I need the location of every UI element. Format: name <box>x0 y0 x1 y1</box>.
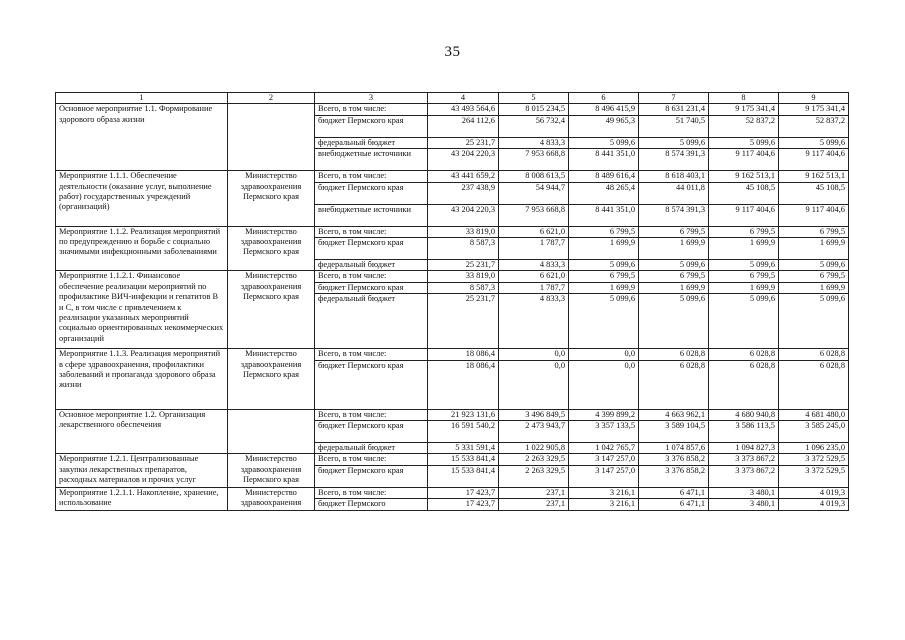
amount-cell: 3 480,1 <box>709 499 779 510</box>
amount-cell: 3 147 257,0 <box>569 454 639 465</box>
amount-cell: 52 837,2 <box>709 115 779 137</box>
amount-cell: 4 833,3 <box>499 294 569 349</box>
amount-cell: 4 681 480,0 <box>779 409 849 420</box>
amount-cell: 6 028,8 <box>779 349 849 360</box>
amount-cell: 237,1 <box>499 487 569 498</box>
amount-cell: 6 028,8 <box>639 349 709 360</box>
amount-cell: 1 699,9 <box>709 282 779 293</box>
amount-cell: 51 740,5 <box>639 115 709 137</box>
amount-cell: 2 263 329,5 <box>499 454 569 465</box>
amount-cell: 17 423,7 <box>428 499 499 510</box>
table-row <box>56 409 849 420</box>
amount-cell: 6 799,5 <box>569 271 639 282</box>
amount-cell: 5 099,6 <box>779 137 849 148</box>
amount-cell: 3 372 529,5 <box>779 465 849 487</box>
amount-cell: 1 699,9 <box>779 238 849 260</box>
amount-cell: 3 216,1 <box>569 499 639 510</box>
amount-cell: 18 086,4 <box>428 349 499 360</box>
amount-cell: 4 019,3 <box>779 499 849 510</box>
column-header: 7 <box>639 93 709 104</box>
funding-source: Всего, в том числе: <box>315 271 428 282</box>
amount-cell: 0,0 <box>569 349 639 360</box>
amount-cell: 5 099,6 <box>569 137 639 148</box>
column-header: 6 <box>569 93 639 104</box>
amount-cell: 1 096 235,0 <box>779 443 849 454</box>
amount-cell: 54 944,7 <box>499 182 569 204</box>
amount-cell: 43 493 564,6 <box>428 104 499 115</box>
amount-cell: 3 372 529,5 <box>779 454 849 465</box>
amount-cell: 7 953 668,8 <box>499 204 569 226</box>
executor: Министерство здравоохранения Пермского края <box>228 349 315 409</box>
amount-cell: 15 533 841,4 <box>428 465 499 487</box>
funding-source: Всего, в том числе: <box>315 487 428 498</box>
amount-cell: 6 799,5 <box>569 226 639 237</box>
amount-cell: 3 586 113,5 <box>709 421 779 443</box>
executor: Министерство здравоохранения Пермского края <box>228 226 315 271</box>
amount-cell: 17 423,7 <box>428 487 499 498</box>
amount-cell: 33 819,0 <box>428 271 499 282</box>
column-header: 3 <box>315 93 428 104</box>
amount-cell: 3 589 104,5 <box>639 421 709 443</box>
executor: Министерство здравоохранения Пермского края <box>228 171 315 226</box>
executor <box>228 104 315 171</box>
column-header: 5 <box>499 93 569 104</box>
amount-cell: 2 473 943,7 <box>499 421 569 443</box>
executor <box>228 409 315 454</box>
amount-cell: 7 953 668,8 <box>499 149 569 171</box>
amount-cell: 1 022 905,8 <box>499 443 569 454</box>
amount-cell: 5 099,6 <box>569 260 639 271</box>
amount-cell: 237,1 <box>499 499 569 510</box>
page-number: 35 <box>444 44 461 60</box>
amount-cell: 6 621,0 <box>499 271 569 282</box>
amount-cell: 8 441 351,0 <box>569 204 639 226</box>
funding-source: бюджет Пермского края <box>315 465 428 487</box>
amount-cell: 3 496 849,5 <box>499 409 569 420</box>
amount-cell: 5 331 591,4 <box>428 443 499 454</box>
measure-name: Мероприятие 1.2.1. Централизованные закупки лекарственных препаратов, расходных материалов и прочих услуг <box>56 454 228 487</box>
funding-source: Всего, в том числе: <box>315 226 428 237</box>
amount-cell: 1 074 857,6 <box>639 443 709 454</box>
amount-cell: 2 263 329,5 <box>499 465 569 487</box>
amount-cell: 5 099,6 <box>779 294 849 349</box>
amount-cell: 8 015 234,5 <box>499 104 569 115</box>
amount-cell: 1 787,7 <box>499 238 569 260</box>
amount-cell: 1 699,9 <box>709 238 779 260</box>
funding-source: бюджет Пермского края <box>315 282 428 293</box>
amount-cell: 5 099,6 <box>569 294 639 349</box>
amount-cell: 3 376 858,2 <box>639 454 709 465</box>
amount-cell: 9 175 341,4 <box>709 104 779 115</box>
amount-cell: 9 117 404,6 <box>779 149 849 171</box>
budget-table <box>55 92 849 511</box>
amount-cell: 4 019,3 <box>779 487 849 498</box>
funding-source: бюджет Пермского края <box>315 238 428 260</box>
amount-cell: 15 533 841,4 <box>428 454 499 465</box>
measure-name: Мероприятие 1.2.1.1. Накопление, хранение, использование <box>56 487 228 510</box>
amount-cell: 9 175 341,4 <box>779 104 849 115</box>
amount-cell: 4 663 962,1 <box>639 409 709 420</box>
funding-source: бюджет Пермского края <box>315 421 428 443</box>
table-row <box>56 487 849 498</box>
amount-cell: 18 086,4 <box>428 360 499 409</box>
amount-cell: 1 042 765,7 <box>569 443 639 454</box>
amount-cell: 1 699,9 <box>639 238 709 260</box>
amount-cell: 45 108,5 <box>709 182 779 204</box>
amount-cell: 8 008 613,5 <box>499 171 569 182</box>
amount-cell: 9 117 404,6 <box>709 149 779 171</box>
amount-cell: 237 438,9 <box>428 182 499 204</box>
amount-cell: 9 162 513,1 <box>709 171 779 182</box>
amount-cell: 1 699,9 <box>639 282 709 293</box>
funding-source: бюджет Пермского края <box>315 115 428 137</box>
amount-cell: 44 011,8 <box>639 182 709 204</box>
amount-cell: 8 441 351,0 <box>569 149 639 171</box>
funding-source: Всего, в том числе: <box>315 349 428 360</box>
amount-cell: 5 099,6 <box>639 137 709 148</box>
amount-cell: 3 480,1 <box>709 487 779 498</box>
amount-cell: 52 837,2 <box>779 115 849 137</box>
measure-name: Мероприятие 1.1.3. Реализация мероприятий в сфере здравоохранения, профилактики заболеваний и пропаганда здорового образа жизни <box>56 349 228 409</box>
amount-cell: 5 099,6 <box>639 294 709 349</box>
amount-cell: 264 112,6 <box>428 115 499 137</box>
funding-source: внебюджетные источники <box>315 204 428 226</box>
amount-cell: 4 833,3 <box>499 260 569 271</box>
amount-cell: 33 819,0 <box>428 226 499 237</box>
amount-cell: 43 204 220,3 <box>428 149 499 171</box>
amount-cell: 0,0 <box>499 349 569 360</box>
amount-cell: 3 585 245,0 <box>779 421 849 443</box>
amount-cell: 9 117 404,6 <box>709 204 779 226</box>
amount-cell: 3 147 257,0 <box>569 465 639 487</box>
amount-cell: 21 923 131,6 <box>428 409 499 420</box>
funding-source: Всего, в том числе: <box>315 409 428 420</box>
amount-cell: 1 787,7 <box>499 282 569 293</box>
funding-source: федеральный бюджет <box>315 137 428 148</box>
amount-cell: 3 373 867,2 <box>709 465 779 487</box>
table-header-row <box>56 93 849 104</box>
amount-cell: 1 094 827,3 <box>709 443 779 454</box>
funding-source: бюджет Пермского края <box>315 360 428 409</box>
amount-cell: 5 099,6 <box>639 260 709 271</box>
measure-name: Мероприятие 1.1.1. Обеспечение деятельности (оказание услуг, выполнение работ) государственных учреждений (организаций) <box>56 171 228 226</box>
amount-cell: 6 799,5 <box>639 226 709 237</box>
amount-cell: 8 489 616,4 <box>569 171 639 182</box>
amount-cell: 16 591 540,2 <box>428 421 499 443</box>
column-header: 9 <box>779 93 849 104</box>
amount-cell: 8 496 415,9 <box>569 104 639 115</box>
funding-source: федеральный бюджет <box>315 443 428 454</box>
funding-source: внебюджетные источники <box>315 149 428 171</box>
measure-name: Основное мероприятие 1.1. Формирование здорового образа жизни <box>56 104 228 171</box>
executor: Министерство здравоохранения Пермского края <box>228 454 315 487</box>
amount-cell: 6 028,8 <box>639 360 709 409</box>
amount-cell: 4 680 940,8 <box>709 409 779 420</box>
amount-cell: 3 216,1 <box>569 487 639 498</box>
amount-cell: 8 587,3 <box>428 238 499 260</box>
funding-source: федеральный бюджет <box>315 294 428 349</box>
executor: Министерство здравоохранения Пермского края <box>228 271 315 349</box>
amount-cell: 6 028,8 <box>709 360 779 409</box>
amount-cell: 6 799,5 <box>779 226 849 237</box>
table-row <box>56 349 849 360</box>
amount-cell: 43 204 220,3 <box>428 204 499 226</box>
amount-cell: 5 099,6 <box>709 260 779 271</box>
table-row <box>56 454 849 465</box>
amount-cell: 8 574 391,3 <box>639 149 709 171</box>
amount-cell: 8 574 391,3 <box>639 204 709 226</box>
amount-cell: 8 631 231,4 <box>639 104 709 115</box>
column-header: 1 <box>56 93 228 104</box>
column-header: 8 <box>709 93 779 104</box>
amount-cell: 25 231,7 <box>428 260 499 271</box>
column-header: 2 <box>228 93 315 104</box>
amount-cell: 3 376 858,2 <box>639 465 709 487</box>
amount-cell: 6 028,8 <box>709 349 779 360</box>
table-row <box>56 104 849 115</box>
funding-source: Всего, в том числе: <box>315 171 428 182</box>
amount-cell: 5 099,6 <box>779 260 849 271</box>
amount-cell: 9 117 404,6 <box>779 204 849 226</box>
amount-cell: 3 373 867,2 <box>709 454 779 465</box>
amount-cell: 4 833,3 <box>499 137 569 148</box>
amount-cell: 43 441 659,2 <box>428 171 499 182</box>
amount-cell: 9 162 513,1 <box>779 171 849 182</box>
amount-cell: 5 099,6 <box>709 137 779 148</box>
funding-source: Всего, в том числе: <box>315 454 428 465</box>
funding-source: бюджет Пермского края <box>315 182 428 204</box>
measure-name: Мероприятие 1.1.2.1. Финансовое обеспечение реализации мероприятий по профилактике ВИЧ-инфекции и гепатитов В и С, в том числе с привлечением к реализации указанных мероприятий социально ориентированных некоммерческих организаций <box>56 271 228 349</box>
amount-cell: 25 231,7 <box>428 137 499 148</box>
amount-cell: 6 799,5 <box>779 271 849 282</box>
amount-cell: 0,0 <box>499 360 569 409</box>
amount-cell: 25 231,7 <box>428 294 499 349</box>
measure-name: Основное мероприятие 1.2. Организация лекарственного обеспечения <box>56 409 228 454</box>
amount-cell: 1 699,9 <box>779 282 849 293</box>
amount-cell: 8 587,3 <box>428 282 499 293</box>
amount-cell: 6 471,1 <box>639 499 709 510</box>
amount-cell: 6 799,5 <box>709 271 779 282</box>
table-row <box>56 171 849 182</box>
amount-cell: 49 965,3 <box>569 115 639 137</box>
table-row <box>56 226 849 237</box>
table-row <box>56 271 849 282</box>
amount-cell: 6 028,8 <box>779 360 849 409</box>
amount-cell: 1 699,9 <box>569 238 639 260</box>
amount-cell: 6 621,0 <box>499 226 569 237</box>
amount-cell: 1 699,9 <box>569 282 639 293</box>
amount-cell: 5 099,6 <box>709 294 779 349</box>
amount-cell: 8 618 403,1 <box>639 171 709 182</box>
amount-cell: 0,0 <box>569 360 639 409</box>
funding-source: федеральный бюджет <box>315 260 428 271</box>
amount-cell: 6 799,5 <box>709 226 779 237</box>
amount-cell: 48 265,4 <box>569 182 639 204</box>
amount-cell: 3 357 133,5 <box>569 421 639 443</box>
funding-source: бюджет Пермского <box>315 499 428 510</box>
table-body <box>56 104 849 510</box>
measure-name: Мероприятие 1.1.2. Реализация мероприятий по предупреждению и борьбе с социально значимыми инфекционными заболеваниями <box>56 226 228 271</box>
funding-source: Всего, в том числе: <box>315 104 428 115</box>
amount-cell: 56 732,4 <box>499 115 569 137</box>
executor: Министерство здравоохранения <box>228 487 315 510</box>
amount-cell: 6 799,5 <box>639 271 709 282</box>
amount-cell: 4 399 899,2 <box>569 409 639 420</box>
amount-cell: 6 471,1 <box>639 487 709 498</box>
column-header: 4 <box>428 93 499 104</box>
amount-cell: 45 108,5 <box>779 182 849 204</box>
